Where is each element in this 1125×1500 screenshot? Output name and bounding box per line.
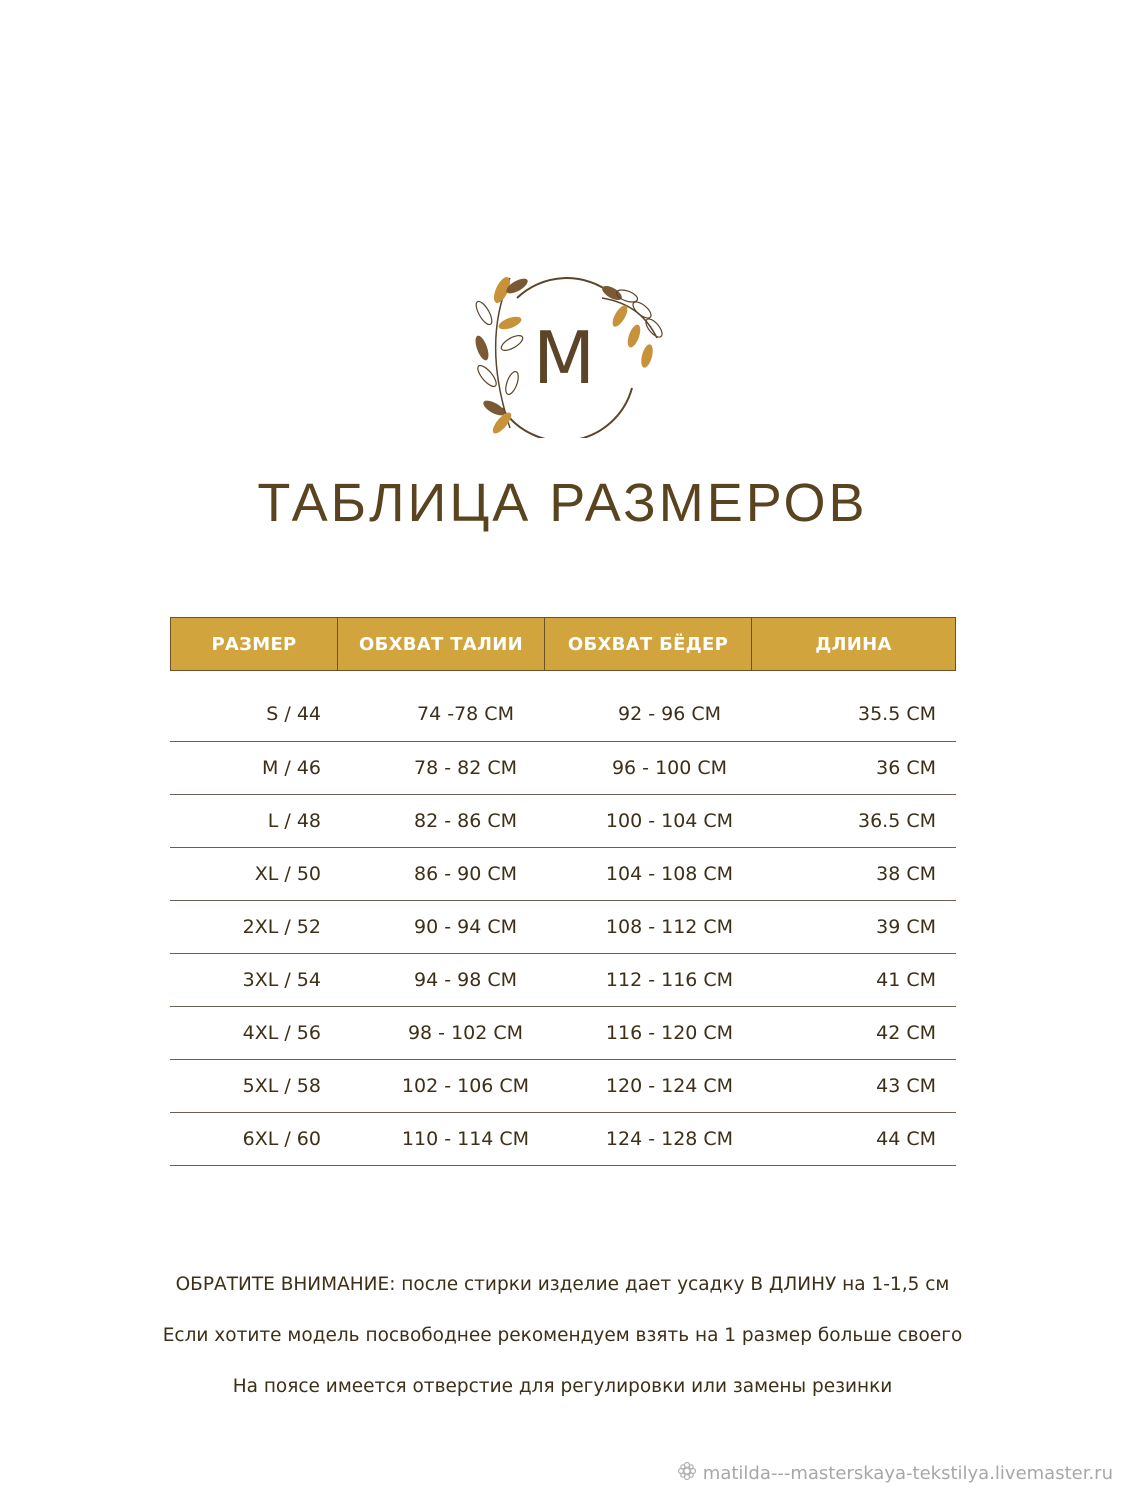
cell-hips: 96 - 100 СМ (611, 757, 728, 779)
table-row (170, 901, 956, 954)
header-size: РАЗМЕР (171, 618, 338, 670)
cell-length: 44 СМ (876, 1128, 936, 1150)
cell-size: 4XL / 56 (242, 1022, 321, 1044)
cell-length: 38 СМ (876, 863, 936, 885)
cell-size: S / 44 (266, 703, 321, 725)
cell-size: XL / 50 (254, 863, 321, 885)
table-row (170, 1007, 956, 1060)
cell-length: 35.5 СМ (857, 703, 936, 725)
table-row (170, 795, 956, 848)
cell-hips: 112 - 116 СМ (605, 969, 734, 991)
table-row (170, 848, 956, 901)
header-waist: ОБХВАТ ТАЛИИ (338, 618, 545, 670)
notes (0, 1270, 1125, 1423)
cell-hips: 100 - 104 СМ (605, 810, 734, 832)
cell-length: 39 СМ (876, 916, 936, 938)
cell-waist: 102 - 106 СМ (401, 1075, 530, 1097)
logo-letter: M (532, 316, 596, 400)
cell-hips: 116 - 120 СМ (605, 1022, 734, 1044)
cell-waist: 74 -78 СМ (417, 703, 514, 725)
size-table (170, 617, 956, 1166)
cell-length: 36.5 СМ (857, 810, 936, 832)
header-length: ДЛИНА (815, 633, 892, 655)
cell-size: 2XL / 52 (242, 916, 321, 938)
cell-waist: 110 - 114 СМ (401, 1128, 530, 1150)
brand-logo (462, 268, 667, 438)
cell-length: 41 СМ (876, 969, 936, 991)
cell-size: L / 48 (267, 810, 321, 832)
table-header (170, 617, 956, 671)
cell-waist: 86 - 90 СМ (414, 863, 517, 885)
table-row (170, 671, 956, 742)
cell-hips: 108 - 112 СМ (605, 916, 734, 938)
header-hips: ОБХВАТ БЁДЕР (545, 618, 752, 670)
cell-waist: 78 - 82 СМ (414, 757, 517, 779)
cell-size: 3XL / 54 (242, 969, 321, 991)
table-body (170, 671, 956, 1166)
cell-waist: 90 - 94 СМ (414, 916, 517, 938)
note-shrinkage: ОБРАТИТЕ ВНИМАНИЕ: после стирки изделие дает усадку В ДЛИНУ на 1-1,5 см (175, 1274, 950, 1295)
watermark-text: matilda---masterskaya-tekstilya.livemaster.ru (702, 1463, 1113, 1484)
cell-waist: 94 - 98 СМ (414, 969, 517, 991)
cell-length: 42 СМ (876, 1022, 936, 1044)
cell-hips: 124 - 128 СМ (605, 1128, 734, 1150)
page-title: ТАБЛИЦА РАЗМЕРОВ (257, 473, 868, 533)
watermark (677, 1461, 1113, 1486)
cell-size: 5XL / 58 (242, 1075, 321, 1097)
cell-waist: 98 - 102 СМ (407, 1022, 524, 1044)
table-row (170, 1113, 956, 1166)
cell-size: M / 46 (261, 757, 321, 779)
table-row (170, 1060, 956, 1113)
cell-size: 6XL / 60 (242, 1128, 321, 1150)
table-row (170, 954, 956, 1007)
cell-length: 43 СМ (876, 1075, 936, 1097)
flower-icon (677, 1461, 697, 1486)
cell-length: 36 СМ (876, 757, 936, 779)
cell-hips: 92 - 96 СМ (618, 703, 721, 725)
cell-hips: 104 - 108 СМ (605, 863, 734, 885)
cell-hips: 120 - 124 СМ (605, 1075, 734, 1097)
note-size-advice: Если хотите модель посвободнее рекомендуем взять на 1 размер больше своего (162, 1325, 963, 1346)
table-row (170, 742, 956, 795)
note-waistband: На поясе имеется отверстие для регулировки или замены резинки (232, 1376, 893, 1397)
cell-waist: 82 - 86 СМ (414, 810, 517, 832)
